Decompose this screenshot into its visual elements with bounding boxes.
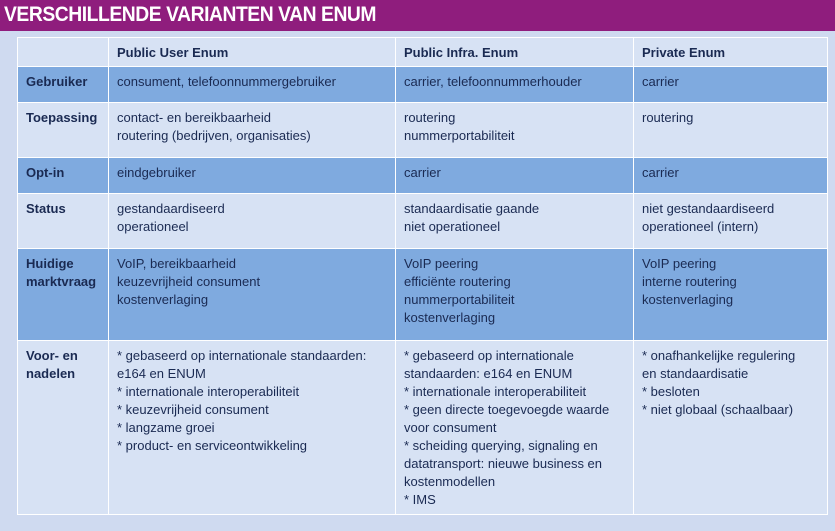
cell-line: * gebaseerd op internationale	[404, 348, 574, 363]
cell-line: voor consument	[404, 420, 497, 435]
table-row-gebruiker	[18, 67, 828, 103]
row-label-huidige-marktvraag	[18, 249, 109, 341]
cell-toepassing-private-enum	[634, 103, 828, 158]
cell-line: kostenverlaging	[404, 310, 496, 325]
column-header-public-infra-enum: Public Infra. Enum	[396, 38, 634, 67]
row-label-line: nadelen	[26, 366, 76, 381]
row-label-gebruiker	[18, 67, 109, 103]
row-label-line: Huidige	[26, 256, 74, 271]
cell-line: carrier	[642, 165, 679, 180]
cell-line: VoIP, bereikbaarheid	[117, 256, 237, 271]
cell-opt-in-public-infra-enum	[396, 158, 634, 194]
cell-voor-en-nadelen-private-enum	[634, 341, 828, 515]
cell-line: e164 en ENUM	[117, 366, 206, 381]
table-row-status	[18, 194, 828, 249]
cell-line: consument, telefoonnummergebruiker	[117, 74, 336, 89]
cell-line: kostenverlaging	[117, 292, 209, 307]
cell-gebruiker-private-enum	[634, 67, 828, 103]
table-row-opt-in	[18, 158, 828, 194]
row-label-toepassing	[18, 103, 109, 158]
table-panel	[0, 31, 835, 531]
cell-line: gestandaardiseerd	[117, 201, 225, 216]
cell-line: carrier	[642, 74, 679, 89]
cell-line: standaardisatie gaande	[404, 201, 540, 216]
cell-gebruiker-public-user-enum	[109, 67, 396, 103]
cell-line: operationeel (intern)	[642, 219, 759, 234]
row-label-line: Voor- en	[26, 348, 78, 363]
cell-line: routering (bedrijven, organisaties)	[117, 128, 311, 143]
cell-line: * langzame groei	[117, 420, 215, 435]
cell-line: keuzevrijheid consument	[117, 274, 261, 289]
cell-line: VoIP peering	[642, 256, 717, 271]
cell-line: contact- en bereikbaarheid	[117, 110, 271, 125]
column-header-private-enum: Private Enum	[634, 38, 828, 67]
cell-status-public-user-enum	[109, 194, 396, 249]
cell-line: niet operationeel	[404, 219, 501, 234]
cell-line: routering	[642, 110, 694, 125]
cell-toepassing-public-infra-enum	[396, 103, 634, 158]
cell-line: eindgebruiker	[117, 165, 196, 180]
row-label-line: Status	[26, 201, 66, 216]
cell-line: * scheiding querying, signaling en	[404, 438, 598, 453]
column-header-empty	[18, 38, 109, 67]
cell-opt-in-private-enum	[634, 158, 828, 194]
cell-line: routering	[404, 110, 456, 125]
cell-line: * internationale interoperabiliteit	[117, 384, 300, 399]
cell-gebruiker-public-infra-enum	[396, 67, 634, 103]
cell-line: kostenmodellen	[404, 474, 496, 489]
cell-line: * gebaseerd op internationale standaarden:	[117, 348, 367, 363]
cell-line: carrier	[404, 165, 441, 180]
cell-line: kostenverlaging	[642, 292, 734, 307]
table-row-voor-en-nadelen	[18, 341, 828, 515]
cell-line: * IMS	[404, 492, 436, 507]
page-title: VERSCHILLENDE VARIANTEN VAN ENUM	[4, 3, 377, 26]
cell-voor-en-nadelen-public-user-enum	[109, 341, 396, 515]
cell-huidige-marktvraag-public-infra-enum	[396, 249, 634, 341]
table-row-huidige-marktvraag	[18, 249, 828, 341]
cell-line: * geen directe toegevoegde waarde	[404, 402, 610, 417]
cell-opt-in-public-user-enum	[109, 158, 396, 194]
cell-line: * onafhankelijke regulering	[642, 348, 796, 363]
cell-line: interne routering	[642, 274, 737, 289]
row-label-line: Toepassing	[26, 110, 98, 125]
cell-line: * besloten	[642, 384, 700, 399]
cell-toepassing-public-user-enum	[109, 103, 396, 158]
cell-line: * internationale interoperabiliteit	[404, 384, 587, 399]
cell-line: * keuzevrijheid consument	[117, 402, 269, 417]
cell-line: nummerportabiliteit	[404, 128, 515, 143]
cell-line: VoIP peering	[404, 256, 479, 271]
cell-line: en standaardisatie	[642, 366, 749, 381]
row-label-voor-en-nadelen	[18, 341, 109, 515]
cell-line: datatransport: nieuwe business en	[404, 456, 603, 471]
row-label-line: Opt-in	[26, 165, 65, 180]
cell-status-public-infra-enum	[396, 194, 634, 249]
cell-line: * product- en serviceontwikkeling	[117, 438, 308, 453]
table-row-toepassing	[18, 103, 828, 158]
row-label-line: marktvraag	[26, 274, 97, 289]
cell-line: * niet globaal (schaalbaar)	[642, 402, 794, 417]
title-banner	[0, 0, 835, 31]
enum-variants-table	[17, 37, 828, 515]
cell-line: nummerportabiliteit	[404, 292, 515, 307]
cell-status-private-enum	[634, 194, 828, 249]
table-header-row	[18, 38, 828, 67]
cell-voor-en-nadelen-public-infra-enum	[396, 341, 634, 515]
row-label-line: Gebruiker	[26, 74, 88, 89]
cell-line: operationeel	[117, 219, 189, 234]
cell-line: standaarden: e164 en ENUM	[404, 366, 573, 381]
column-header-public-user-enum: Public User Enum	[109, 38, 396, 67]
row-label-opt-in	[18, 158, 109, 194]
cell-huidige-marktvraag-public-user-enum	[109, 249, 396, 341]
cell-huidige-marktvraag-private-enum	[634, 249, 828, 341]
row-label-status	[18, 194, 109, 249]
cell-line: efficiënte routering	[404, 274, 511, 289]
cell-line: carrier, telefoonnummerhouder	[404, 74, 582, 89]
cell-line: niet gestandaardiseerd	[642, 201, 775, 216]
